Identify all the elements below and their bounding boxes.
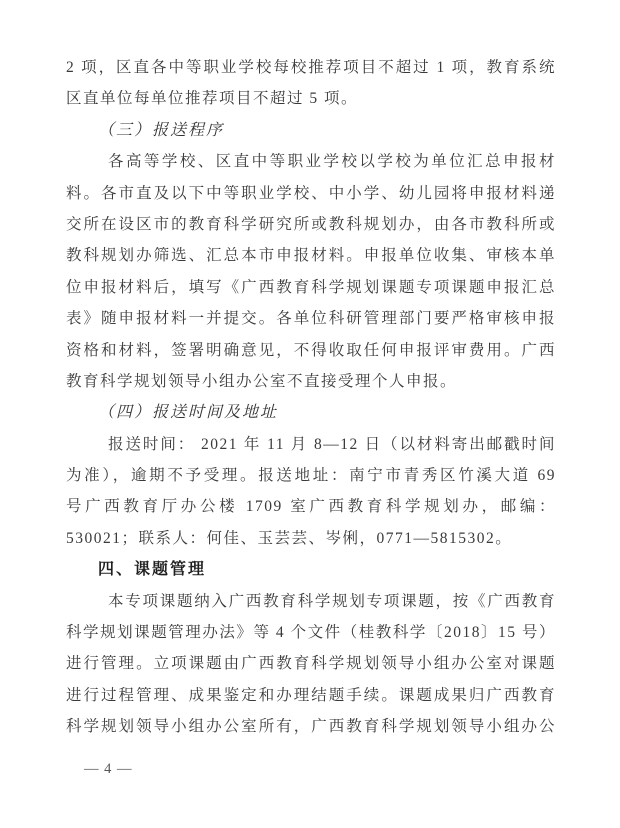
text-line: 教科规划办筛选、汇总本市申报材料。申报单位收集、审核本单: [66, 247, 556, 265]
text-line: 表》随申报材料一并提交。各单位科研管理部门要严格审核申报: [66, 310, 556, 328]
text-line: 科学规划领导小组办公室所有，广西教育科学规划领导小组办公: [66, 718, 556, 736]
page-number: — 4 —: [84, 761, 133, 777]
text-line: 为准），逾期不予受理。报送地址：南宁市青秀区竹溪大道 69: [66, 467, 556, 485]
text-line: 教育科学规划领导小组办公室不直接受理个人申报。: [66, 372, 458, 390]
text-line: 四、课题管理: [98, 561, 207, 579]
document-body: [66, 52, 556, 743]
text-line: 科学规划课题管理办法》等 4 个文件（桂教科学〔2018〕15 号）: [66, 624, 556, 642]
text-line: 报送时间： 2021 年 11 月 8—12 日（以材料寄出邮戳时间: [108, 435, 556, 453]
text-line: 各高等学校、区直中等职业学校以学校为单位汇总申报材: [108, 153, 556, 171]
text-line: 本专项课题纳入广西教育科学规划专项课题，按《广西教育: [108, 592, 556, 610]
text-line: 区直单位每单位推荐项目不超过 5 项。: [66, 90, 359, 108]
text-line: （四）报送时间及地址: [98, 404, 279, 422]
text-line: 号广西教育厅办公楼 1709 室广西教育科学规划办，邮编：: [66, 498, 556, 516]
text-line: 交所在设区市的教育科学研究所或教科规划办，由各市教科所或: [66, 215, 556, 233]
text-line: 进行管理。立项课题由广西教育科学规划领导小组办公室对课题: [66, 655, 556, 673]
text-line: 2 项，区直各中等职业学校每校推荐项目不超过 1 项，教育系统: [66, 59, 556, 76]
text-line: 位申报材料后，填写《广西教育科学规划课题专项课题申报汇总: [66, 278, 556, 296]
text-line: 料。各市直及以下中等职业学校、中小学、幼儿园将申报材料递: [66, 184, 556, 202]
text-line: 资格和材料，签署明确意见，不得收取任何申报评审费用。广西: [66, 341, 556, 359]
text-line: 进行过程管理、成果鉴定和办理结题手续。课题成果归广西教育: [66, 686, 556, 704]
text-line: 530021；联系人：何佳、玉芸芸、岑俐，0771—5815302。: [66, 529, 513, 547]
text-line: （三）报送程序: [98, 121, 225, 139]
